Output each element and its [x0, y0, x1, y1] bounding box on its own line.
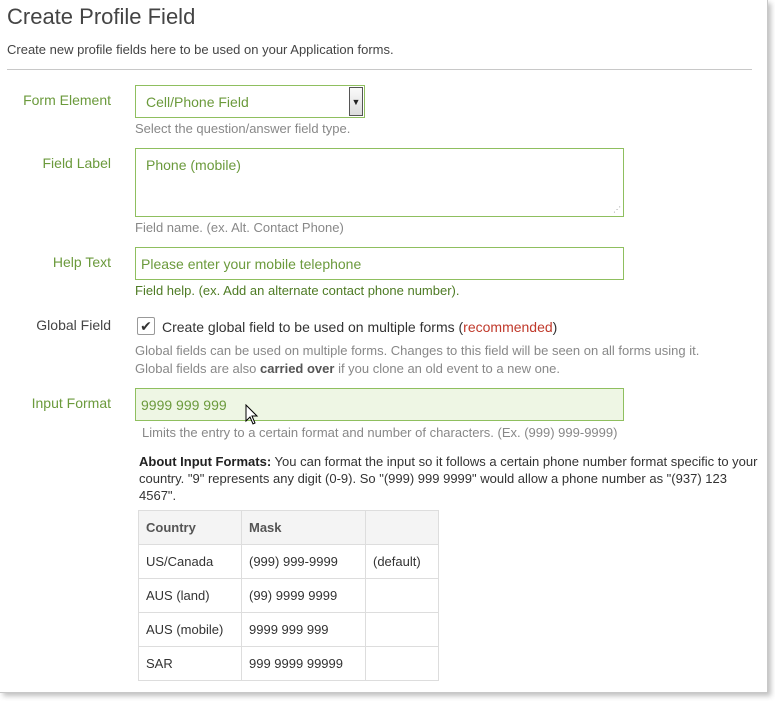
cell-note: (default) — [366, 545, 439, 579]
cell-country: SAR — [139, 647, 242, 681]
table-header-row — [139, 511, 439, 545]
page-subtitle: Create new profile fields here to be used on your Application forms. — [7, 42, 394, 57]
field-label-value: Phone (mobile) — [146, 157, 241, 173]
column-header-mask: Mask — [242, 511, 366, 545]
mouse-cursor-icon — [245, 404, 259, 426]
cell-country: AUS (mobile) — [139, 613, 242, 647]
global-field-help: Global fields can be used on multiple forms. Changes to this field will be seen on all forms using it. Global fields are also carried over if you clone an old event to a new one. — [135, 343, 700, 376]
recommended-text: recommended — [463, 319, 553, 335]
cell-country: AUS (land) — [139, 579, 242, 613]
field-label-label: Field Label — [42, 155, 111, 171]
global-field-label: Global Field — [36, 317, 111, 333]
help-text-label: Help Text — [52, 254, 111, 270]
column-header-note — [366, 511, 439, 545]
cell-mask: 9999 999 999 — [242, 613, 366, 647]
divider — [7, 69, 752, 70]
form-element-label: Form Element — [23, 92, 111, 108]
cell-mask: (99) 9999 9999 — [242, 579, 366, 613]
form-element-help: Select the question/answer field type. — [135, 121, 351, 136]
table-row — [139, 647, 439, 681]
resize-grip-icon[interactable]: ⋰ — [613, 205, 621, 214]
checkmark-icon: ✔ — [140, 318, 152, 334]
chevron-down-icon[interactable]: ▼ — [349, 87, 363, 116]
mask-table — [138, 510, 439, 681]
input-format-input[interactable] — [135, 388, 624, 421]
table-row — [139, 579, 439, 613]
cell-note — [366, 579, 439, 613]
cell-mask: 999 9999 99999 — [242, 647, 366, 681]
cell-country: US/Canada — [139, 545, 242, 579]
help-text-value: Please enter your mobile telephone — [141, 256, 362, 272]
field-label-textarea[interactable] — [135, 148, 624, 217]
table-row — [139, 545, 439, 579]
global-field-checkbox-label[interactable]: Create global field to be used on multiple forms (recommended) — [162, 319, 558, 335]
input-format-help: Limits the entry to a certain format and number of characters. (Ex. (999) 999-9999) — [142, 425, 618, 440]
cell-note — [366, 647, 439, 681]
help-text-help: Field help. (ex. Add an alternate contact phone number). — [135, 283, 460, 298]
cell-note — [366, 613, 439, 647]
cell-mask: (999) 999-9999 — [242, 545, 366, 579]
column-header-country: Country — [139, 511, 242, 545]
table-row — [139, 613, 439, 647]
form-element-select[interactable] — [135, 85, 365, 118]
input-format-label: Input Format — [31, 395, 111, 411]
page-title: Create Profile Field — [7, 4, 196, 29]
input-format-value: 9999 999 999 — [141, 397, 227, 413]
about-input-formats: About Input Formats: You can format the input so it follows a certain phone number format specific to your country. "9" represents any digit (0-9). So "(999) 999 9999" would allow a phone number as "(937) 123 4567". — [139, 454, 758, 503]
help-text-input[interactable] — [135, 247, 624, 280]
global-field-checkbox[interactable] — [137, 317, 155, 335]
field-label-help: Field name. (ex. Alt. Contact Phone) — [135, 220, 344, 235]
form-element-value: Cell/Phone Field — [146, 94, 249, 110]
